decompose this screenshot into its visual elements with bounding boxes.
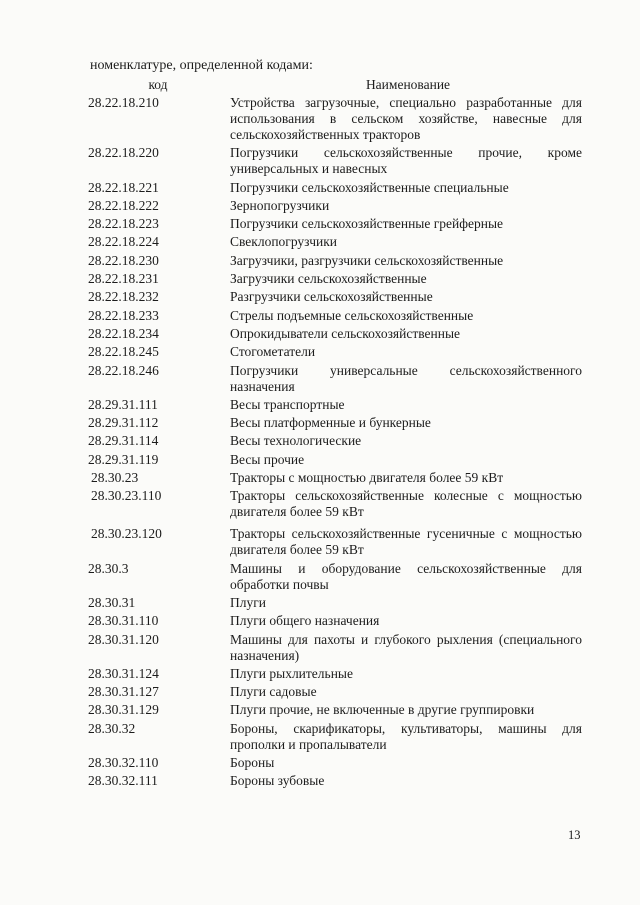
table-row	[88, 721, 588, 753]
table-row	[88, 702, 588, 718]
page-number: 13	[568, 828, 581, 842]
row-name: Бороны, скарификаторы, культиваторы, машины для прополки и пропалыватели	[230, 720, 582, 752]
row-code: 28.22.18.245	[88, 344, 159, 360]
table-row	[88, 684, 588, 700]
table-row	[88, 488, 588, 520]
row-code: 28.22.18.232	[88, 289, 159, 305]
table-row	[88, 595, 588, 611]
row-code: 28.30.31.120	[88, 631, 159, 647]
table-row	[88, 433, 588, 449]
table-row	[88, 145, 588, 177]
row-name: Зернопогрузчики	[230, 197, 330, 213]
row-code: 28.22.18.233	[88, 307, 159, 323]
table-row	[88, 95, 588, 143]
row-name: Весы технологические	[230, 433, 362, 449]
row-code: 28.30.31.127	[88, 684, 159, 700]
row-name: Плуги общего назначения	[230, 613, 380, 629]
table-row	[88, 526, 588, 558]
table-row	[88, 363, 588, 395]
table-row	[88, 452, 588, 468]
table-row	[88, 271, 588, 287]
table-row	[88, 289, 588, 305]
row-code: 28.22.18.231	[88, 271, 159, 287]
row-name: Погрузчики сельскохозяйственные грейферные	[230, 216, 504, 232]
intro-text: номенклатуре, определенной кодами:	[90, 58, 313, 73]
table-row	[88, 253, 588, 269]
header-code: код	[148, 77, 168, 92]
row-code: 28.30.32.111	[88, 773, 158, 789]
row-code: 28.30.32	[88, 720, 136, 736]
row-code: 28.30.31.124	[88, 665, 159, 681]
row-name: Тракторы с мощностью двигателя более 59 кВт	[230, 470, 504, 486]
table-row	[88, 470, 588, 486]
table-row	[88, 397, 588, 413]
table-row	[88, 180, 588, 196]
row-name: Свеклопогрузчики	[230, 234, 338, 250]
row-code: 28.22.18.210	[88, 95, 159, 110]
row-code: 28.22.18.222	[88, 197, 159, 213]
row-name: Плуги рыхлительные	[230, 665, 353, 681]
row-code: 28.29.31.112	[88, 415, 159, 431]
row-code: 28.29.31.111	[88, 396, 158, 412]
row-name: Бороны зубовые	[230, 773, 325, 789]
row-code: 28.30.31	[88, 594, 136, 610]
row-name: Тракторы сельскохозяйственные гусеничные с мощностью двигателя более 59 кВт	[230, 526, 582, 558]
table-row	[88, 326, 588, 342]
table-row	[88, 632, 588, 664]
row-code: 28.22.18.220	[88, 145, 159, 161]
row-name: Погрузчики универсальные сельскохозяйственного назначения	[230, 362, 582, 394]
row-name: Стогометатели	[230, 344, 316, 360]
table-row	[88, 308, 588, 324]
row-name: Стрелы подъемные сельскохозяйственные	[230, 307, 474, 323]
row-code: 28.22.18.234	[88, 325, 159, 341]
row-code: 28.29.31.119	[88, 451, 159, 467]
table-row	[88, 234, 588, 250]
table-row	[88, 415, 588, 431]
row-code: 28.30.23.110	[91, 488, 162, 504]
table-row	[88, 613, 588, 629]
row-name: Бороны	[230, 755, 275, 771]
row-name: Разгрузчики сельскохозяйственные	[230, 289, 433, 305]
row-name: Погрузчики сельскохозяйственные специальные	[230, 179, 509, 195]
row-name: Машины для пахоты и глубокого рыхления (специального назначения)	[230, 631, 582, 663]
table-row	[88, 773, 588, 789]
row-code: 28.29.31.114	[88, 433, 159, 449]
row-code: 28.30.23	[91, 470, 139, 486]
row-name: Загрузчики, разгрузчики сельскохозяйственные	[230, 252, 504, 268]
row-name: Устройства загрузочные, специально разработанные для использования в сельском хозяйстве, навесные для сельскохозяйственных тракторов	[230, 95, 582, 142]
row-code: 28.22.18.221	[88, 179, 159, 195]
row-name: Машины и оборудование сельскохозяйственные для обработки почвы	[230, 560, 582, 592]
row-name: Весы прочие	[230, 451, 305, 467]
row-name: Тракторы сельскохозяйственные колесные с мощностью двигателя более 59 кВт	[230, 488, 582, 520]
row-name: Плуги	[230, 594, 266, 610]
row-code: 28.30.31.129	[88, 702, 159, 718]
table-header	[88, 77, 588, 95]
row-code: 28.30.31.110	[88, 613, 159, 629]
table-row	[88, 198, 588, 214]
row-code: 28.22.18.230	[88, 252, 159, 268]
table-row	[88, 216, 588, 232]
row-code: 28.30.32.110	[88, 755, 159, 771]
row-name: Весы транспортные	[230, 396, 345, 412]
row-name: Плуги садовые	[230, 684, 317, 700]
table-row	[88, 666, 588, 682]
row-name: Опрокидыватели сельскохозяйственные	[230, 325, 461, 341]
table-row	[88, 344, 588, 360]
row-name: Загрузчики сельскохозяйственные	[230, 271, 427, 287]
row-code: 28.22.18.223	[88, 216, 159, 232]
row-code: 28.30.23.120	[91, 526, 162, 542]
row-name: Плуги прочие, не включенные в другие группировки	[230, 702, 535, 718]
row-name: Весы платформенные и бункерные	[230, 415, 431, 431]
nomenclature-table	[88, 77, 588, 792]
row-code: 28.22.18.224	[88, 234, 159, 250]
row-name: Погрузчики сельскохозяйственные прочие, кроме универсальных и навесных	[230, 145, 582, 177]
row-code: 28.22.18.246	[88, 362, 159, 378]
row-code: 28.30.3	[88, 560, 129, 576]
header-name: Наименование	[365, 77, 451, 92]
table-row	[88, 755, 588, 771]
table-row	[88, 561, 588, 593]
